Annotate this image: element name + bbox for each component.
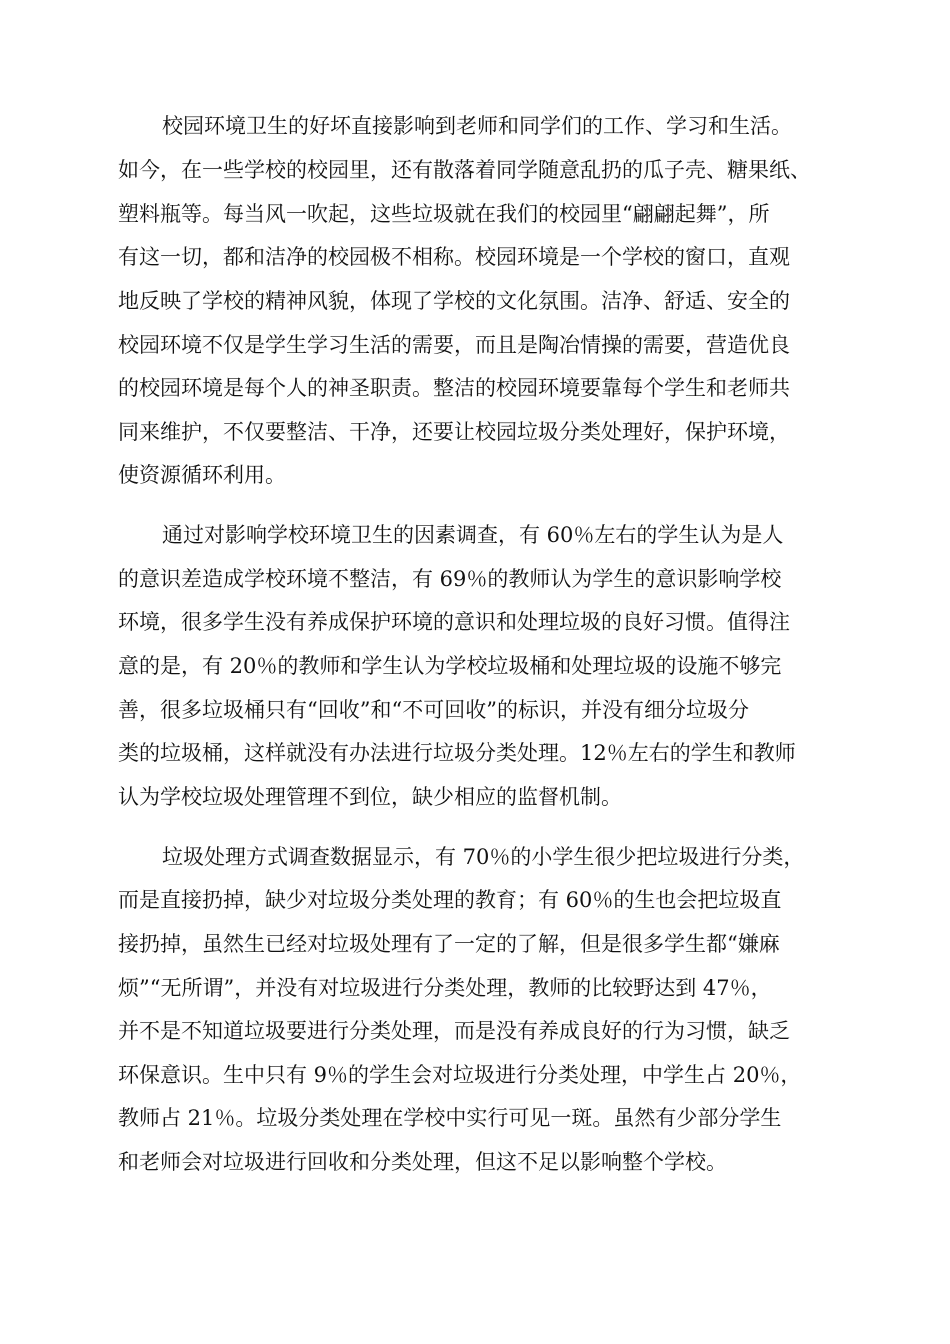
text-line: 使资源循环利用。: [118, 463, 286, 487]
text-line: 接扔掉，虽然生已经对垃圾处理有了一定的了解，但是很多学生都“嫌麻: [118, 932, 780, 956]
text-line: 的意识差造成学校环境不整洁，有 69％的教师认为学生的意识影响学校: [118, 567, 782, 591]
text-line: 类的垃圾桶，这样就没有办法进行垃圾分类处理。12％左右的学生和教师: [118, 741, 796, 765]
text-line: 教师占 21％。垃圾分类处理在学校中实行可见一斑。虽然有少部分学生: [118, 1106, 782, 1130]
text-line: 意的是，有 20％的教师和学生认为学校垃圾桶和处理垃圾的设施不够完: [118, 654, 782, 678]
text-line: 善，很多垃圾桶只有“回收”和“不可回收”的标识，并没有细分垃圾分: [118, 698, 749, 722]
text-line: 如今，在一些学校的校园里，还有散落着同学随意乱扔的瓜子壳、糖果纸、: [118, 158, 811, 182]
text-line: 烦”“无所谓”，并没有对垃圾进行分类处理，教师的比较野达到 47％，: [118, 976, 772, 1000]
text-line: 而是直接扔掉，缺少对垃圾分类处理的教育；有 60％的生也会把垃圾直: [118, 888, 782, 912]
text-line: 并不是不知道垃圾要进行分类处理，而是没有养成良好的行为习惯，缺乏: [118, 1019, 790, 1043]
text-line: 校园环境不仅是学生学习生活的需要，而且是陶冶情操的需要，营造优良: [118, 333, 790, 357]
text-line: 垃圾处理方式调查数据显示，有 70％的小学生很少把垃圾进行分类，: [162, 845, 805, 869]
text-line: 认为学校垃圾处理管理不到位，缺少相应的监督机制。: [118, 785, 622, 809]
text-line: 校园环境卫生的好坏直接影响到老师和同学们的工作、学习和生活。: [162, 114, 792, 138]
text-line: 通过对影响学校环境卫生的因素调查，有 60％左右的学生认为是人: [162, 523, 784, 547]
text-line: 环境，很多学生没有养成保护环境的意识和处理垃圾的良好习惯。值得注: [118, 610, 790, 634]
text-line: 和老师会对垃圾进行回收和分类处理，但这不足以影响整个学校。: [118, 1150, 727, 1174]
text-line: 地反映了学校的精神风貌，体现了学校的文化氛围。洁净、舒适、安全的: [118, 289, 790, 313]
text-line: 的校园环境是每个人的神圣职责。整洁的校园环境要靠每个学生和老师共: [118, 376, 790, 400]
text-line: 塑料瓶等。每当风一吹起，这些垃圾就在我们的校园里“翩翩起舞”，所: [118, 202, 770, 226]
text-line: 同来维护，不仅要整洁、干净，还要让校园垃圾分类处理好，保护环境，: [118, 420, 790, 444]
text-line: 环保意识。生中只有 9％的学生会对垃圾进行分类处理，中学生占 20％，: [118, 1063, 802, 1087]
text-line: 有这一切，都和洁净的校园极不相称。校园环境是一个学校的窗口，直观: [118, 245, 790, 269]
